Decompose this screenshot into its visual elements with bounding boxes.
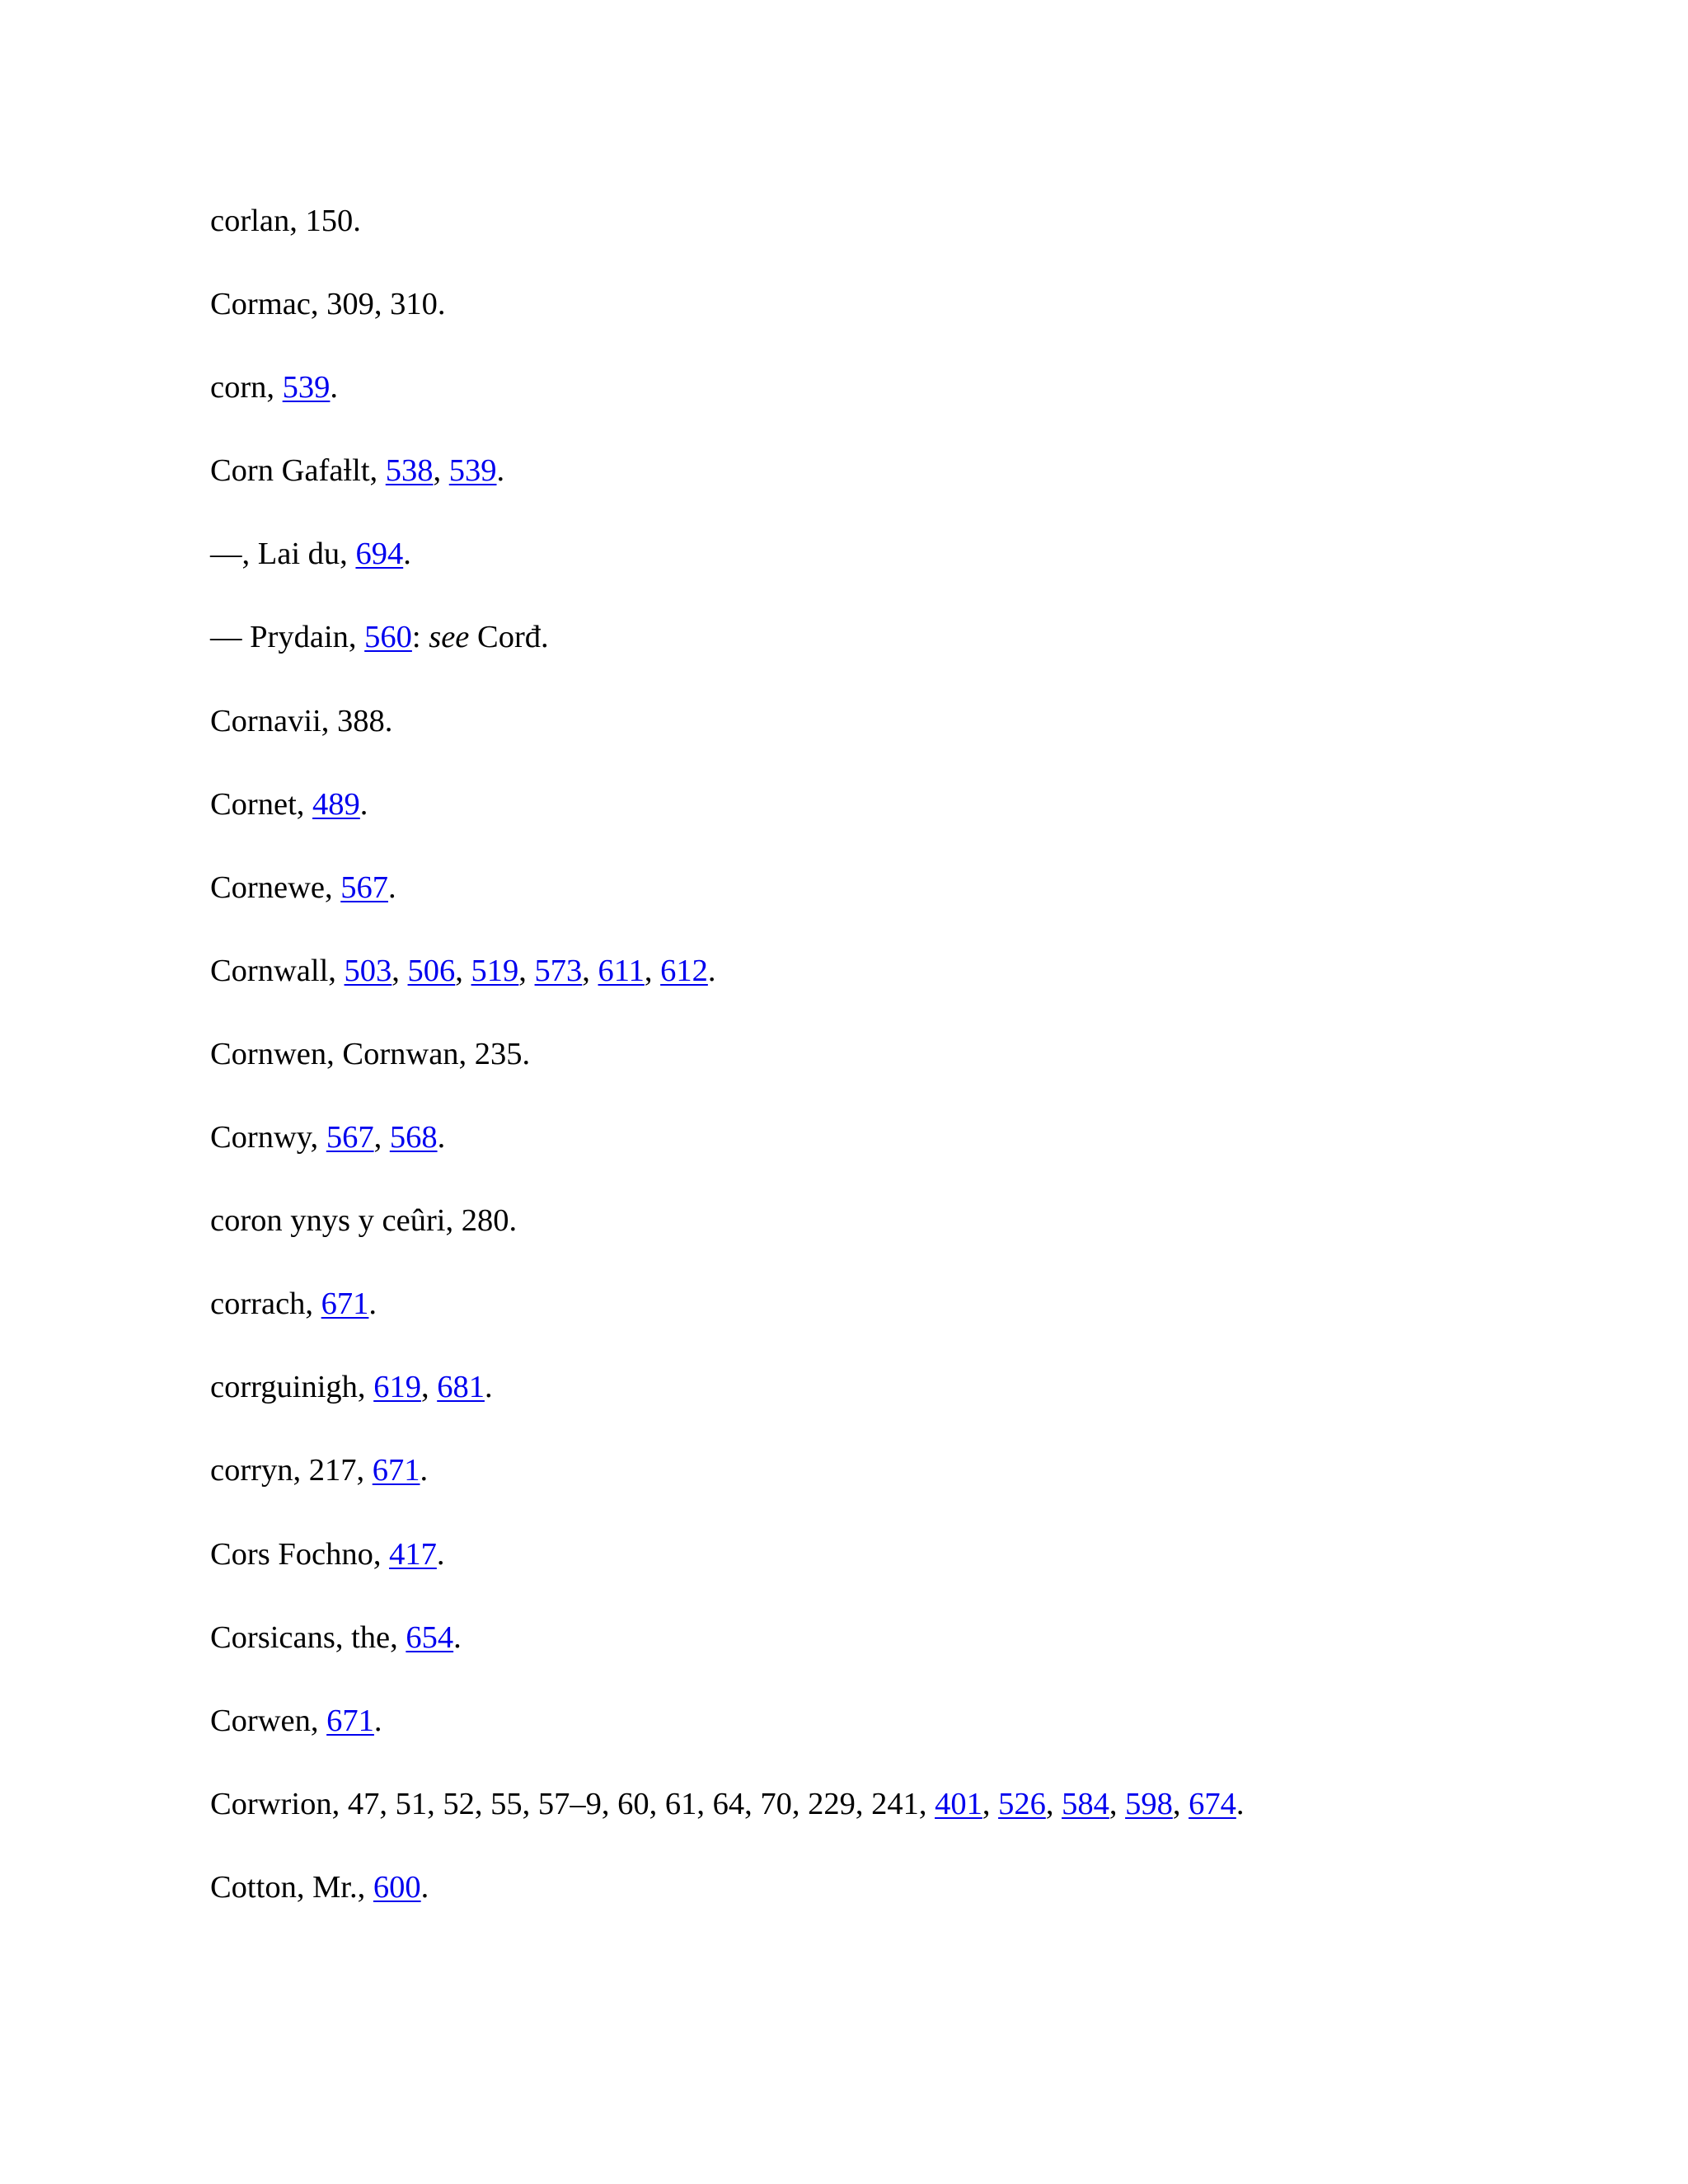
entry-text: —, Lai du, [210, 537, 356, 572]
page-reference-link[interactable]: 611 [598, 953, 645, 988]
page-reference-link[interactable]: 401 [935, 1786, 982, 1821]
index-entry [210, 1272, 1661, 1356]
page-reference-link[interactable]: 567 [326, 1120, 374, 1155]
entry-text: . [387, 869, 396, 905]
entry-text: , [455, 953, 471, 988]
entry-text: , [582, 953, 598, 988]
page-reference-link[interactable]: 681 [437, 1370, 485, 1405]
page-reference-link[interactable]: 573 [534, 953, 583, 988]
entry-text: , [433, 453, 449, 489]
entry-text: corrguinigh, [210, 1370, 374, 1405]
entry-text: Corđ. [469, 620, 549, 655]
index-entry [210, 1023, 1661, 1106]
cross-reference-see: see [429, 620, 470, 655]
entry-text: . [496, 453, 505, 489]
entry-text: , [644, 953, 661, 988]
entry-text: . [368, 1286, 377, 1322]
entry-text: , [420, 1370, 438, 1405]
index-entry [210, 273, 1661, 356]
index-entry [210, 1856, 1661, 1939]
page-reference-link[interactable]: 674 [1189, 1786, 1236, 1821]
index-entries-list [210, 190, 1661, 1939]
entry-text: , [1172, 1786, 1189, 1821]
page-reference-link[interactable]: 584 [1062, 1786, 1109, 1821]
index-entry [210, 1523, 1661, 1606]
page-reference-link[interactable]: 503 [344, 953, 392, 988]
entry-text: . [403, 537, 411, 572]
entry-text: coron ynys y ceûri, 280. [210, 1203, 518, 1239]
page-reference-link[interactable]: 671 [321, 1286, 369, 1322]
entry-text: , [518, 953, 535, 988]
entry-text: . [1236, 1786, 1245, 1821]
entry-text: Corsicans, the, [210, 1619, 406, 1655]
index-entry [210, 439, 1661, 523]
page-reference-link[interactable]: 526 [998, 1786, 1046, 1821]
entry-text: — Prydain, [210, 620, 365, 655]
entry-text: : [411, 620, 429, 655]
index-entry [210, 1106, 1661, 1189]
page-reference-link[interactable]: 539 [448, 453, 497, 489]
index-entry [210, 1189, 1661, 1272]
entry-text: Cornwall, [210, 953, 345, 988]
entry-text: Cornwen, Cornwan, 235. [210, 1036, 531, 1071]
entry-text: , [392, 953, 408, 988]
page-reference-link[interactable]: 489 [312, 786, 360, 822]
page-reference-link[interactable]: 671 [372, 1453, 420, 1488]
entry-text: . [330, 370, 339, 405]
page-reference-link[interactable]: 519 [471, 953, 519, 988]
entry-text: Cornwy, [210, 1120, 326, 1155]
page-reference-link[interactable]: 538 [385, 453, 434, 489]
page-reference-link[interactable]: 600 [373, 1869, 421, 1905]
index-entry [210, 190, 1661, 273]
entry-text: Cornet, [210, 786, 313, 822]
page-reference-link[interactable]: 612 [660, 953, 708, 988]
entry-text: , [373, 1120, 390, 1155]
index-entry [210, 690, 1661, 773]
index-entry [210, 1773, 1661, 1856]
page-reference-link[interactable]: 560 [364, 620, 412, 655]
page-reference-link[interactable]: 567 [340, 869, 388, 905]
entry-text: Cormac, 309, 310. [210, 287, 446, 322]
entry-text: . [420, 1869, 429, 1905]
entry-text: , [1109, 1786, 1126, 1821]
entry-text: corn, [210, 370, 283, 405]
index-entry [210, 940, 1661, 1023]
index-entry [210, 523, 1661, 606]
entry-text: . [373, 1703, 382, 1738]
entry-text: . [453, 1619, 462, 1655]
index-entry [210, 1356, 1661, 1439]
entry-text: Cornewe, [210, 869, 341, 905]
entry-text: . [436, 1536, 445, 1572]
index-entry [210, 1690, 1661, 1773]
entry-text: . [437, 1120, 446, 1155]
index-entry [210, 1439, 1661, 1522]
entry-text: Cornavii, 388. [210, 703, 393, 738]
index-entry [210, 606, 1661, 689]
page-reference-link[interactable]: 619 [373, 1370, 421, 1405]
entry-text: corrach, [210, 1286, 321, 1322]
entry-text: . [484, 1370, 493, 1405]
index-entry [210, 356, 1661, 439]
index-entry [210, 1606, 1661, 1690]
entry-text: Corwen, [210, 1703, 327, 1738]
page-reference-link[interactable]: 539 [282, 370, 331, 405]
index-entry [210, 773, 1661, 856]
entry-text: Cotton, Mr., [210, 1869, 373, 1905]
entry-text: , [1045, 1786, 1062, 1821]
page-reference-link[interactable]: 598 [1125, 1786, 1173, 1821]
index-entry [210, 856, 1661, 940]
entry-text: . [420, 1453, 429, 1488]
entry-text: , [982, 1786, 999, 1821]
page-reference-link[interactable]: 417 [389, 1536, 437, 1572]
entry-text: corlan, 150. [210, 204, 361, 238]
entry-text: Corwrion, 47, 51, 52, 55, 57–9, 60, 61, 64, 70, 229, 241, [210, 1786, 935, 1821]
page-reference-link[interactable]: 694 [355, 537, 404, 572]
entry-text: corryn, 217, [210, 1453, 373, 1488]
entry-text: Cors Fochno, [210, 1536, 390, 1572]
page-reference-link[interactable]: 654 [406, 1619, 454, 1655]
page-reference-link[interactable]: 568 [389, 1120, 438, 1155]
page-reference-link[interactable]: 506 [407, 953, 456, 988]
entry-text: . [707, 953, 716, 988]
entry-text: . [359, 786, 368, 822]
entry-text: Corn Gafaƚlt, [210, 453, 386, 489]
page-reference-link[interactable]: 671 [326, 1703, 374, 1738]
